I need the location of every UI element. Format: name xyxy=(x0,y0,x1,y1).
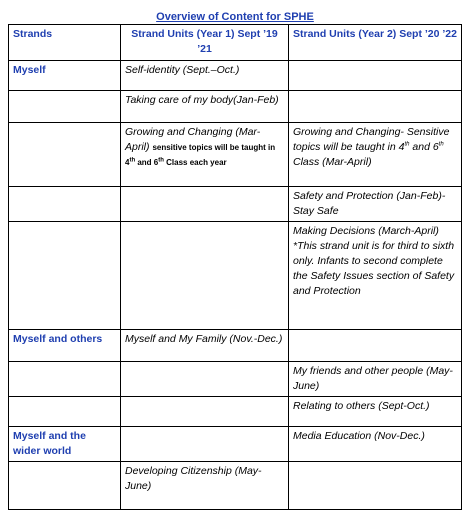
year1-cell: Taking care of my body(Jan-Feb) xyxy=(121,91,289,123)
year1-cell xyxy=(121,362,289,397)
table-row xyxy=(9,330,462,362)
year1-cell xyxy=(121,123,289,187)
table-row xyxy=(9,123,462,187)
table-row xyxy=(9,222,462,330)
year1-cell: Myself and My Family (Nov.-Dec.) xyxy=(121,330,289,362)
year2-text: Making Decisions (March-April) xyxy=(293,225,439,237)
year1-cell: Developing Citizenship (May-June) xyxy=(121,462,289,510)
year1-text: Growing and Changing (Mar-April) xyxy=(125,126,261,153)
table-row xyxy=(9,397,462,427)
year2-cell xyxy=(289,222,462,330)
year2-cell xyxy=(289,61,462,91)
year1-cell xyxy=(121,187,289,222)
year1-cell xyxy=(121,397,289,427)
year2-cell: Media Education (Nov-Dec.) xyxy=(289,427,462,462)
year2-note: *This strand unit is for third to sixth only. Infants to second complete the Safety Issues section of Safety and Protection xyxy=(293,240,455,297)
strand-cell: Myself and the wider world xyxy=(9,427,121,462)
sphe-content-table xyxy=(8,24,462,510)
header-row xyxy=(9,25,462,61)
header-year1: Strand Units (Year 1) Sept ’19 ’21 xyxy=(121,25,289,61)
year1-cell: Self-identity (Sept.–Oct.) xyxy=(121,61,289,91)
table-row xyxy=(9,427,462,462)
year2-cell: Growing and Changing- Sensitive topics will be taught in 4th and 6th Class (Mar-April) xyxy=(289,123,462,187)
year2-cell: Relating to others (Sept-Oct.) xyxy=(289,397,462,427)
header-strands: Strands xyxy=(9,25,121,61)
strand-cell xyxy=(9,397,121,427)
year2-cell xyxy=(289,91,462,123)
table-row xyxy=(9,91,462,123)
strand-cell xyxy=(9,91,121,123)
year1-cell xyxy=(121,427,289,462)
strand-cell xyxy=(9,123,121,187)
strand-cell: Myself xyxy=(9,61,121,91)
strand-cell xyxy=(9,187,121,222)
strand-cell xyxy=(9,362,121,397)
table-row xyxy=(9,362,462,397)
year2-cell xyxy=(289,462,462,510)
strand-cell xyxy=(9,462,121,510)
table-row xyxy=(9,187,462,222)
table-row xyxy=(9,462,462,510)
strand-cell xyxy=(9,222,121,330)
document-title: Overview of Content for SPHE xyxy=(156,11,314,23)
header-year2: Strand Units (Year 2) Sept ’20 ’22 xyxy=(289,25,462,61)
year2-cell xyxy=(289,330,462,362)
year1-cell xyxy=(121,222,289,330)
year1-note: sensitive topics will be taught in 4th and 6th Class each year xyxy=(125,143,276,167)
strand-cell: Myself and others xyxy=(9,330,121,362)
year2-cell: My friends and other people (May-June) xyxy=(289,362,462,397)
table-row xyxy=(9,61,462,91)
year2-cell: Safety and Protection (Jan-Feb)-Stay Safe xyxy=(289,187,462,222)
